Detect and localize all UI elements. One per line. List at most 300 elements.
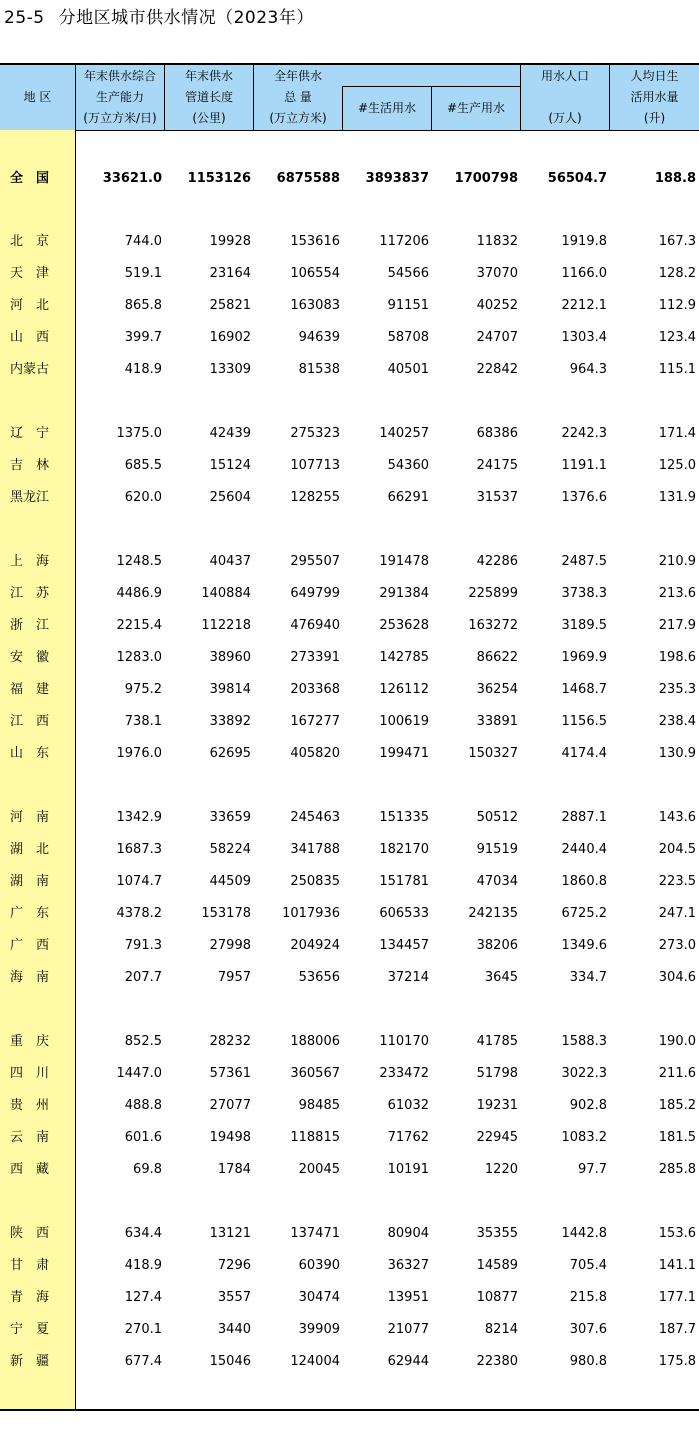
production-value: 24175 <box>476 458 518 473</box>
population-value: 1376.6 <box>561 490 607 505</box>
pipeline-value: 40437 <box>209 554 251 569</box>
region-name: 广 东 <box>10 906 50 921</box>
region-name: 河 南 <box>10 810 50 825</box>
per-capita-value: 213.6 <box>658 586 696 601</box>
domestic-value: 3893837 <box>365 171 429 186</box>
region-name: 全 国 <box>10 171 50 186</box>
per-capita-value: 198.6 <box>658 650 696 665</box>
domestic-value: 140257 <box>379 426 429 441</box>
pipeline-value: 44509 <box>209 874 251 889</box>
per-capita-value: 128.2 <box>658 266 696 281</box>
region-name: 福 建 <box>10 682 50 697</box>
production-value: 1700798 <box>454 171 518 186</box>
total-supply-value: 273391 <box>290 650 340 665</box>
pipeline-value: 112218 <box>201 618 251 633</box>
population-value: 705.4 <box>569 1258 607 1273</box>
table-row <box>0 1250 699 1282</box>
pipeline-value: 140884 <box>201 586 251 601</box>
total-supply-value: 245463 <box>290 810 340 825</box>
region-name: 湖 南 <box>10 874 50 889</box>
domestic-value: 61032 <box>387 1098 429 1113</box>
header-region: 地 区 <box>23 90 52 104</box>
per-capita-value: 204.5 <box>658 842 696 857</box>
table-row <box>0 706 699 738</box>
total-supply-value: 476940 <box>290 618 340 633</box>
region-name: 河 北 <box>10 298 50 313</box>
capacity-value: 634.4 <box>124 1226 162 1241</box>
domestic-value: 36327 <box>387 1258 429 1273</box>
header-subrule <box>342 86 520 87</box>
pipeline-value: 15046 <box>209 1354 251 1369</box>
total-supply-value: 81538 <box>298 362 340 377</box>
population-value: 1442.8 <box>561 1226 607 1241</box>
capacity-value: 744.0 <box>124 234 162 249</box>
table-row <box>0 610 699 642</box>
per-capita-value: 210.9 <box>658 554 696 569</box>
production-value: 225899 <box>468 586 518 601</box>
per-capita-value: 175.8 <box>658 1354 696 1369</box>
domestic-value: 91151 <box>387 298 429 313</box>
table-row <box>0 1154 699 1186</box>
header-domestic: #生活用水 <box>357 101 417 115</box>
pipeline-value: 57361 <box>209 1066 251 1081</box>
capacity-value: 738.1 <box>124 714 162 729</box>
region-name: 云 南 <box>10 1130 50 1145</box>
per-capita-value: 130.9 <box>658 746 696 761</box>
capacity-value: 620.0 <box>124 490 162 505</box>
header-capacity-line2: 生产能力 <box>95 90 144 104</box>
per-capita-value: 167.3 <box>658 234 696 249</box>
table-row <box>0 738 699 770</box>
header-percapita-line2: 活用水量 <box>630 90 679 104</box>
table-row <box>0 1314 699 1346</box>
table-title <box>4 4 314 32</box>
region-name: 新 疆 <box>10 1354 50 1369</box>
capacity-value: 1976.0 <box>116 746 162 761</box>
total-supply-value: 39909 <box>298 1322 340 1337</box>
domestic-value: 40501 <box>387 362 429 377</box>
domestic-value: 182170 <box>379 842 429 857</box>
population-value: 1468.7 <box>561 682 607 697</box>
domestic-value: 151335 <box>379 810 429 825</box>
capacity-value: 1342.9 <box>116 810 162 825</box>
production-value: 33891 <box>476 714 518 729</box>
per-capita-value: 238.4 <box>658 714 696 729</box>
pipeline-value: 38960 <box>209 650 251 665</box>
region-name: 吉 林 <box>10 458 50 473</box>
pipeline-value: 27998 <box>209 938 251 953</box>
header-total-line2: 总 量 <box>284 90 312 104</box>
pipeline-value: 1784 <box>217 1162 251 1177</box>
table-row <box>0 834 699 866</box>
population-value: 3022.3 <box>561 1066 607 1081</box>
capacity-value: 399.7 <box>124 330 162 345</box>
region-name: 北 京 <box>10 234 50 249</box>
per-capita-value: 125.0 <box>658 458 696 473</box>
pipeline-value: 28232 <box>209 1034 251 1049</box>
domestic-value: 191478 <box>379 554 429 569</box>
table-row <box>0 898 699 930</box>
region-name: 山 西 <box>10 330 50 345</box>
domestic-value: 100619 <box>379 714 429 729</box>
per-capita-value: 141.1 <box>658 1258 696 1273</box>
region-name: 辽 宁 <box>10 426 50 441</box>
region-name: 陕 西 <box>10 1226 50 1241</box>
total-supply-value: 30474 <box>298 1290 340 1305</box>
population-value: 1588.3 <box>561 1034 607 1049</box>
header-production: #生产用水 <box>446 101 506 115</box>
capacity-value: 685.5 <box>124 458 162 473</box>
pipeline-value: 153178 <box>201 906 251 921</box>
table-row <box>0 546 699 578</box>
production-value: 86622 <box>476 650 518 665</box>
population-value: 1166.0 <box>561 266 607 281</box>
domestic-value: 54566 <box>387 266 429 281</box>
pipeline-value: 39814 <box>209 682 251 697</box>
header-percapita-line1: 人均日生 <box>630 69 679 83</box>
per-capita-value: 247.1 <box>658 906 696 921</box>
total-supply-value: 1017936 <box>282 906 340 921</box>
total-supply-value: 341788 <box>290 842 340 857</box>
table-row <box>0 1058 699 1090</box>
region-name: 天 津 <box>10 266 50 281</box>
capacity-value: 791.3 <box>124 938 162 953</box>
pipeline-value: 13121 <box>209 1226 251 1241</box>
region-name: 四 川 <box>10 1066 50 1081</box>
table-row <box>0 1122 699 1154</box>
pipeline-value: 42439 <box>209 426 251 441</box>
table-row <box>0 1218 699 1250</box>
table-number: 25-5 <box>4 8 45 28</box>
region-name: 浙 江 <box>10 618 50 633</box>
table-row <box>0 482 699 514</box>
production-value: 22380 <box>476 1354 518 1369</box>
population-value: 334.7 <box>569 970 607 985</box>
domestic-value: 21077 <box>387 1322 429 1337</box>
region-name: 青 海 <box>10 1290 50 1305</box>
per-capita-value: 143.6 <box>658 810 696 825</box>
table-row <box>0 642 699 674</box>
population-value: 4174.4 <box>561 746 607 761</box>
pipeline-value: 1153126 <box>187 171 251 186</box>
total-supply-value: 128255 <box>290 490 340 505</box>
per-capita-value: 211.6 <box>658 1066 696 1081</box>
domestic-value: 142785 <box>379 650 429 665</box>
production-value: 37070 <box>476 266 518 281</box>
total-supply-value: 118815 <box>290 1130 340 1145</box>
per-capita-value: 217.9 <box>658 618 696 633</box>
population-value: 1303.4 <box>561 330 607 345</box>
capacity-value: 418.9 <box>124 362 162 377</box>
pipeline-value: 3557 <box>217 1290 251 1305</box>
production-value: 1220 <box>484 1162 518 1177</box>
header-pipeline-line1: 年末供水 <box>184 69 233 83</box>
population-value: 1349.6 <box>561 938 607 953</box>
production-value: 41785 <box>476 1034 518 1049</box>
domestic-value: 66291 <box>387 490 429 505</box>
capacity-value: 975.2 <box>124 682 162 697</box>
table-title-text: 分地区城市供水情况（2023年） <box>58 8 314 28</box>
total-supply-value: 124004 <box>290 1354 340 1369</box>
table-row <box>0 354 699 386</box>
domestic-value: 110170 <box>379 1034 429 1049</box>
population-value: 2212.1 <box>561 298 607 313</box>
capacity-value: 677.4 <box>124 1354 162 1369</box>
region-name: 上 海 <box>10 554 50 569</box>
header-capacity-unit: (万立方米/日) <box>83 111 157 125</box>
per-capita-value: 131.9 <box>658 490 696 505</box>
capacity-value: 519.1 <box>124 266 162 281</box>
domestic-value: 126112 <box>379 682 429 697</box>
production-value: 22945 <box>476 1130 518 1145</box>
total-supply-value: 163083 <box>290 298 340 313</box>
total-supply-value: 188006 <box>290 1034 340 1049</box>
capacity-value: 33621.0 <box>102 171 162 186</box>
pipeline-value: 7296 <box>217 1258 251 1273</box>
header-pipeline-unit: (公里) <box>192 111 226 125</box>
population-value: 1083.2 <box>561 1130 607 1145</box>
domestic-value: 233472 <box>379 1066 429 1081</box>
pipeline-value: 15124 <box>209 458 251 473</box>
production-value: 14589 <box>476 1258 518 1273</box>
per-capita-value: 181.5 <box>658 1130 696 1145</box>
capacity-value: 1447.0 <box>116 1066 162 1081</box>
production-value: 19231 <box>476 1098 518 1113</box>
pipeline-value: 13309 <box>209 362 251 377</box>
production-value: 38206 <box>476 938 518 953</box>
per-capita-value: 188.8 <box>654 171 696 186</box>
population-value: 3189.5 <box>561 618 607 633</box>
total-supply-value: 360567 <box>290 1066 340 1081</box>
production-value: 68386 <box>476 426 518 441</box>
header-percapita-unit: (升) <box>643 111 666 125</box>
capacity-value: 4378.2 <box>116 906 162 921</box>
capacity-value: 1375.0 <box>116 426 162 441</box>
per-capita-value: 187.7 <box>658 1322 696 1337</box>
total-supply-value: 405820 <box>290 746 340 761</box>
production-value: 50512 <box>476 810 518 825</box>
population-value: 1156.5 <box>561 714 607 729</box>
production-value: 40252 <box>476 298 518 313</box>
production-value: 3645 <box>484 970 518 985</box>
total-supply-value: 649799 <box>290 586 340 601</box>
production-value: 91519 <box>476 842 518 857</box>
population-value: 2487.5 <box>561 554 607 569</box>
table-row <box>0 1282 699 1314</box>
pipeline-value: 23164 <box>209 266 251 281</box>
population-value: 307.6 <box>569 1322 607 1337</box>
region-name: 广 西 <box>10 938 50 953</box>
total-supply-value: 203368 <box>290 682 340 697</box>
production-value: 11832 <box>476 234 518 249</box>
per-capita-value: 304.6 <box>658 970 696 985</box>
pipeline-value: 3440 <box>217 1322 251 1337</box>
capacity-value: 1687.3 <box>116 842 162 857</box>
region-name: 江 苏 <box>10 586 50 601</box>
domestic-value: 54360 <box>387 458 429 473</box>
production-value: 47034 <box>476 874 518 889</box>
total-supply-value: 107713 <box>290 458 340 473</box>
total-supply-value: 275323 <box>290 426 340 441</box>
population-value: 56504.7 <box>547 171 607 186</box>
population-value: 2242.3 <box>561 426 607 441</box>
table-row <box>0 450 699 482</box>
table-row <box>0 258 699 290</box>
table-row <box>0 962 699 994</box>
total-supply-value: 53656 <box>298 970 340 985</box>
domestic-value: 253628 <box>379 618 429 633</box>
capacity-value: 2215.4 <box>116 618 162 633</box>
domestic-value: 37214 <box>387 970 429 985</box>
pipeline-value: 33892 <box>209 714 251 729</box>
capacity-value: 1074.7 <box>116 874 162 889</box>
region-name: 重 庆 <box>10 1034 50 1049</box>
region-name: 江 西 <box>10 714 50 729</box>
capacity-value: 865.8 <box>124 298 162 313</box>
per-capita-value: 223.5 <box>658 874 696 889</box>
capacity-value: 69.8 <box>133 1162 162 1177</box>
region-name: 甘 肃 <box>10 1258 50 1273</box>
per-capita-value: 235.3 <box>658 682 696 697</box>
production-value: 35355 <box>476 1226 518 1241</box>
per-capita-value: 153.6 <box>658 1226 696 1241</box>
domestic-value: 13951 <box>387 1290 429 1305</box>
capacity-value: 127.4 <box>124 1290 162 1305</box>
domestic-value: 134457 <box>379 938 429 953</box>
region-name: 海 南 <box>10 970 50 985</box>
pipeline-value: 25821 <box>209 298 251 313</box>
capacity-value: 1248.5 <box>116 554 162 569</box>
total-supply-value: 6875588 <box>276 171 340 186</box>
per-capita-value: 123.4 <box>658 330 696 345</box>
population-value: 1919.8 <box>561 234 607 249</box>
total-supply-value: 137471 <box>290 1226 340 1241</box>
table-row <box>0 802 699 834</box>
pipeline-value: 33659 <box>209 810 251 825</box>
total-supply-value: 167277 <box>290 714 340 729</box>
region-name: 宁 夏 <box>10 1322 50 1337</box>
production-value: 42286 <box>476 554 518 569</box>
total-supply-value: 295507 <box>290 554 340 569</box>
table-row <box>0 578 699 610</box>
total-supply-value: 204924 <box>290 938 340 953</box>
production-value: 51798 <box>476 1066 518 1081</box>
table-row <box>0 226 699 258</box>
table-row <box>0 674 699 706</box>
region-name: 贵 州 <box>10 1098 50 1113</box>
population-value: 3738.3 <box>561 586 607 601</box>
total-supply-value: 60390 <box>298 1258 340 1273</box>
table-row <box>0 866 699 898</box>
total-supply-value: 20045 <box>298 1162 340 1177</box>
domestic-value: 151781 <box>379 874 429 889</box>
pipeline-value: 58224 <box>209 842 251 857</box>
region-name: 湖 北 <box>10 842 50 857</box>
per-capita-value: 185.2 <box>658 1098 696 1113</box>
production-value: 242135 <box>468 906 518 921</box>
table-row <box>0 322 699 354</box>
bottom-rule <box>0 1409 699 1411</box>
pipeline-value: 19498 <box>209 1130 251 1145</box>
domestic-value: 10191 <box>387 1162 429 1177</box>
population-value: 215.8 <box>569 1290 607 1305</box>
production-value: 10877 <box>476 1290 518 1305</box>
domestic-value: 199471 <box>379 746 429 761</box>
table-row <box>0 290 699 322</box>
total-supply-value: 153616 <box>290 234 340 249</box>
domestic-value: 606533 <box>379 906 429 921</box>
pipeline-value: 27077 <box>209 1098 251 1113</box>
domestic-value: 80904 <box>387 1226 429 1241</box>
per-capita-value: 177.1 <box>658 1290 696 1305</box>
region-name: 内蒙古 <box>10 362 50 377</box>
header-capacity-line1: 年末供水综合 <box>83 69 156 83</box>
population-value: 980.8 <box>569 1354 607 1369</box>
capacity-value: 418.9 <box>124 1258 162 1273</box>
per-capita-value: 190.0 <box>658 1034 696 1049</box>
pipeline-value: 62695 <box>209 746 251 761</box>
population-value: 6725.2 <box>561 906 607 921</box>
capacity-value: 1283.0 <box>116 650 162 665</box>
domestic-value: 291384 <box>379 586 429 601</box>
domestic-value: 62944 <box>387 1354 429 1369</box>
per-capita-value: 273.0 <box>658 938 696 953</box>
header-total-line1: 全年供水 <box>273 69 322 83</box>
production-value: 36254 <box>476 682 518 697</box>
capacity-value: 488.8 <box>124 1098 162 1113</box>
population-value: 2440.4 <box>561 842 607 857</box>
capacity-value: 601.6 <box>124 1130 162 1145</box>
header-pipeline-line2: 管道长度 <box>184 90 233 104</box>
pipeline-value: 16902 <box>209 330 251 345</box>
pipeline-value: 19928 <box>209 234 251 249</box>
table-header <box>0 65 699 130</box>
header-total-unit: (万立方米) <box>269 111 327 125</box>
capacity-value: 852.5 <box>124 1034 162 1049</box>
header-population-unit: (万人) <box>548 111 582 125</box>
capacity-value: 4486.9 <box>116 586 162 601</box>
table-row <box>0 418 699 450</box>
total-supply-value: 94639 <box>298 330 340 345</box>
total-supply-value: 98485 <box>298 1098 340 1113</box>
table-row <box>0 1090 699 1122</box>
table-row <box>0 1346 699 1378</box>
total-supply-value: 106554 <box>290 266 340 281</box>
population-value: 2887.1 <box>561 810 607 825</box>
per-capita-value: 285.8 <box>658 1162 696 1177</box>
per-capita-value: 112.9 <box>658 298 696 313</box>
population-value: 97.7 <box>578 1162 607 1177</box>
total-supply-value: 250835 <box>290 874 340 889</box>
capacity-value: 207.7 <box>124 970 162 985</box>
production-value: 163272 <box>468 618 518 633</box>
table-row <box>0 930 699 962</box>
population-value: 902.8 <box>569 1098 607 1113</box>
pipeline-value: 7957 <box>217 970 251 985</box>
region-name: 安 徽 <box>10 650 50 665</box>
per-capita-value: 171.4 <box>658 426 696 441</box>
production-value: 150327 <box>468 746 518 761</box>
region-name: 西 藏 <box>10 1162 50 1177</box>
table-row <box>0 1026 699 1058</box>
domestic-value: 117206 <box>379 234 429 249</box>
production-value: 31537 <box>476 490 518 505</box>
population-value: 1191.1 <box>561 458 607 473</box>
production-value: 24707 <box>476 330 518 345</box>
header-bottom-rule <box>0 130 699 131</box>
capacity-value: 270.1 <box>124 1322 162 1337</box>
header-population-line1: 用水人口 <box>540 69 589 83</box>
